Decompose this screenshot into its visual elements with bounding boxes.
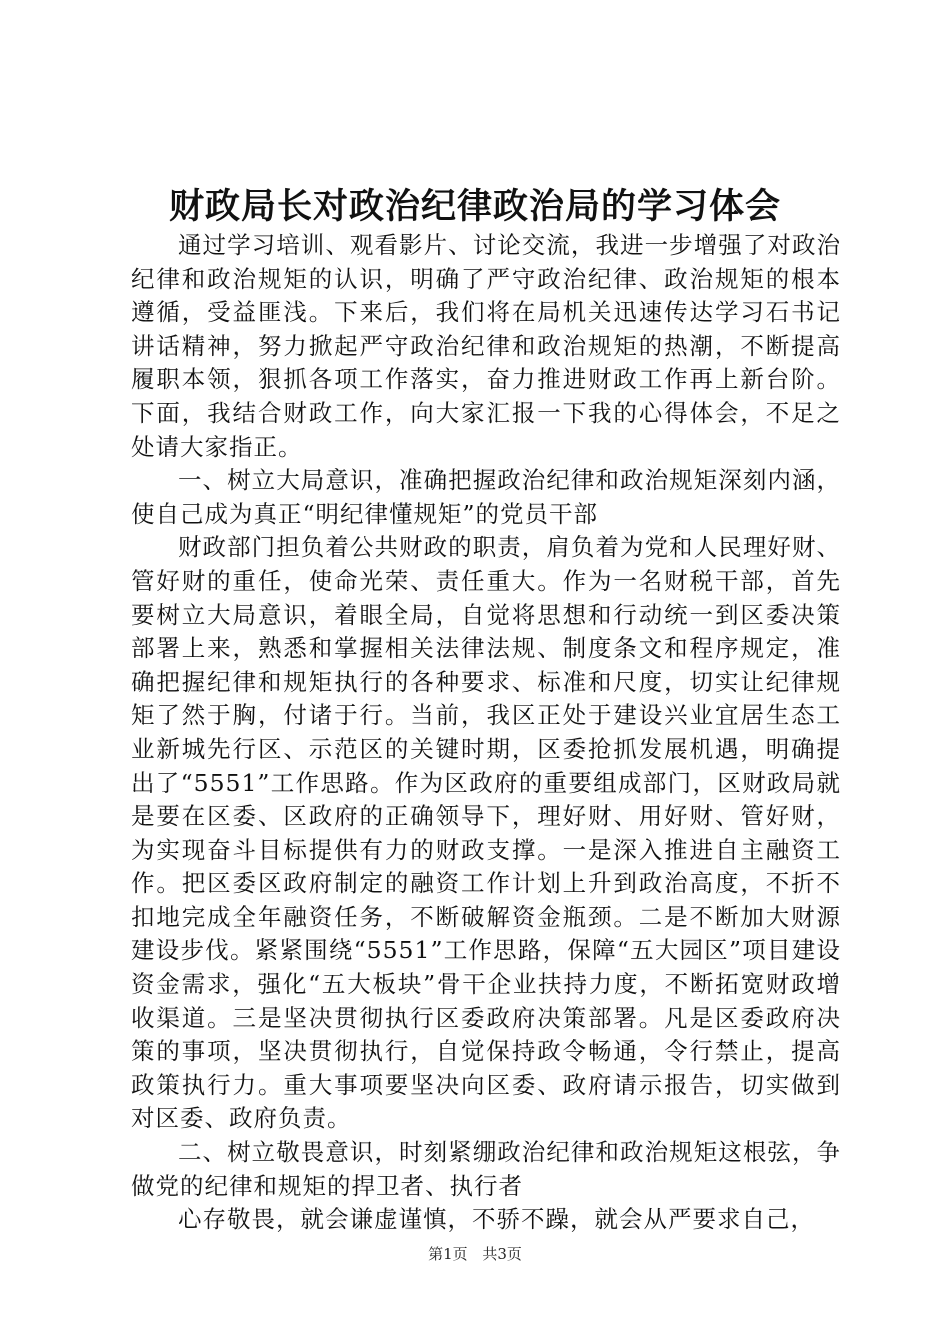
document-title: 财政局长对政治纪律政治局的学习体会 — [168, 186, 781, 227]
page-number: 第1页 — [428, 1245, 468, 1263]
page-footer — [0, 1244, 950, 1264]
paragraph-section-2: 心存敬畏，就会谦虚谨慎，不骄不躁，就会从严要求自己， — [178, 1205, 815, 1234]
paragraph-intro: 通过学习培训、观看影片、讨论交流，我进一步增强了对政治纪律和政治规矩的认识，明确了严守政治纪律、政治规矩的根本遵循，受益匪浅。下来后，我们将在局机关迅速传达学习石书记讲话精神，努力掀起严守政治纪律和政治规矩的热潮，不断提高履职本领，狠抓各项工作落实，奋力推进财政工作再上新台阶。下面，我结合财政工作，向大家汇报一下我的心得体会，不足之处请大家指正。 — [131, 231, 841, 461]
paragraph-section-1: 财政部门担负着公共财政的职责，肩负着为党和人民理好财、管好财的重任，使命光荣、责任重大。作为一名财税干部，首先要树立大局意识，着眼全局，自觉将思想和行动统一到区委决策部署上来，熟悉和掌握相关法律法规、制度条文和程序规定，准确把握纪律和规矩执行的各种要求、标准和尺度，切实让纪律规矩了然于胸，付诸于行。当前，我区正处于建设兴业宜居生态工业新城先行区、示范区的关键时期，区委抢抓发展机遇，明确提出了“5551”工作思路。作为区政府的重要组成部门，区财政局就是要在区委、区政府的正确领导下，理好财、用好财、管好财，为实现奋斗目标提供有力的财政支撑。一是深入推进自主融资工作。把区委区政府制定的融资工作计划上升到政治高度，不折不扣地完成全年融资任务，不断破解资金瓶颈。二是不断加大财源建设步伐。紧紧围绕“5551”工作思路，保障“五大园区”项目建设资金需求，强化“五大板块”骨干企业扶持力度，不断拓宽财政增收渠道。三是坚决贯彻执行区委政府决策部署。凡是区委政府决策的事项，坚决贯彻执行，自觉保持政令畅通，令行禁止，提高政策执行力。重大事项要坚决向区委、政府请示报告，切实做到对区委、政府负责。 — [131, 533, 841, 1133]
section-heading-2: 二、树立敬畏意识，时刻紧绷政治纪律和政治规矩这根弦，争做党的纪律和规矩的捍卫者、执行者 — [131, 1138, 841, 1200]
section-heading-1: 一、树立大局意识，准确把握政治纪律和政治规矩深刻内涵，使自己成为真正“明纪律懂规矩”的党员干部 — [131, 466, 841, 528]
page-total: 共3页 — [482, 1245, 522, 1263]
document-body — [131, 229, 841, 1237]
